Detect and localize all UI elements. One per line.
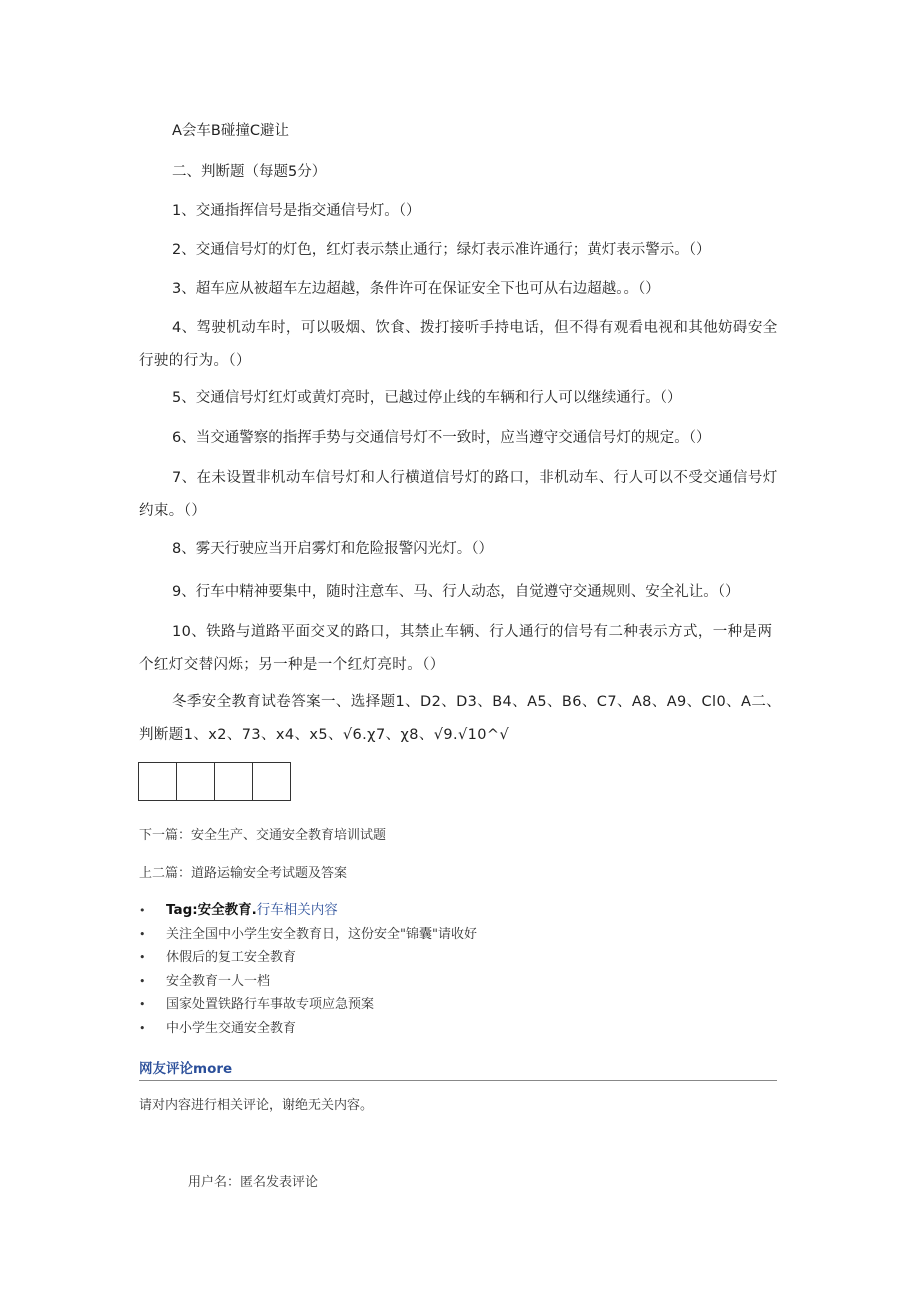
score-cell	[176, 762, 215, 801]
question-item: 7、在未设置非机动车信号灯和人行横道信号灯的路口，非机动车、行人可以不受交通信号灯约束。（）	[139, 470, 778, 519]
tag-link[interactable]: 行车相关内容	[256, 902, 338, 918]
username-line: 用户名：匿名发表评论	[188, 1175, 319, 1190]
question-item: 1、交通指挥信号是指交通信号灯。（）	[172, 203, 421, 219]
related-item[interactable]: • 国家处置铁路行车事故专项应急预案	[139, 993, 477, 1017]
question-item: 8、雾天行驶应当开启雾灯和危险报警闪光灯。（）	[172, 541, 493, 557]
comments-heading[interactable]: 网友评论more	[139, 1060, 777, 1081]
question-item: 5、交通信号灯红灯或黄灯亮时，已越过停止线的车辆和行人可以继续通行。（）	[172, 390, 682, 406]
question-item: 6、当交通警察的指挥手势与交通信号灯不一致时，应当遵守交通信号灯的规定。（）	[172, 430, 711, 446]
question-item: 3、超车应从被超车左边超越，条件许可在保证安全下也可从右边超越。。（）	[172, 281, 660, 297]
score-table	[138, 762, 291, 799]
question-item: 2、交通信号灯的灯色，红灯表示禁止通行；绿灯表示准许通行；黄灯表示警示。（）	[172, 242, 711, 258]
related-item[interactable]: • 中小学生交通安全教育	[139, 1017, 477, 1041]
tag-line	[139, 899, 477, 923]
related-item[interactable]: • 休假后的复工安全教育	[139, 946, 477, 970]
next-article-link[interactable]: 下一篇：安全生产、交通安全教育培训试题	[139, 828, 387, 843]
tag-label: Tag:安全教育.	[166, 902, 257, 918]
related-item[interactable]: • 关注全国中小学生安全教育日，这份安全"锦囊"请收好	[139, 923, 477, 947]
question-item: 10、铁路与道路平面交叉的路口，其禁止车辆、行人通行的信号有二种表示方式，一种是两个红灯交替闪烁；另一种是一个红灯亮时。（）	[139, 624, 773, 673]
score-cell	[138, 762, 177, 801]
prev-article-link[interactable]: 上二篇：道路运输安全考试题及答案	[139, 866, 348, 881]
answer-key: 冬季安全教育试卷答案一、选择题1、D2、D3、B4、A5、B6、C7、A8、A9、Cl0、A二、判断题1、x2、73、x4、x5、√6.χ7、χ8、√9.√10^√	[139, 694, 782, 743]
related-list	[139, 899, 477, 1040]
related-item[interactable]: • 安全教育一人一档	[139, 970, 477, 994]
question-options: A会车B碰撞C避让	[172, 123, 289, 139]
question-item: 4、驾驶机动车时，可以吸烟、饮食、拨打接听手持电话，但不得有观看电视和其他妨碍安全行驶的行为。（）	[139, 320, 778, 369]
question-item: 9、行车中精神要集中，随时注意车、马、行人动态，自觉遵守交通规则、安全礼让。（）	[172, 584, 740, 600]
score-cell	[252, 762, 291, 801]
comments-note: 请对内容进行相关评论，谢绝无关内容。	[139, 1098, 374, 1113]
score-cell	[214, 762, 253, 801]
section-title: 二、判断题（每题5分）	[172, 164, 327, 180]
